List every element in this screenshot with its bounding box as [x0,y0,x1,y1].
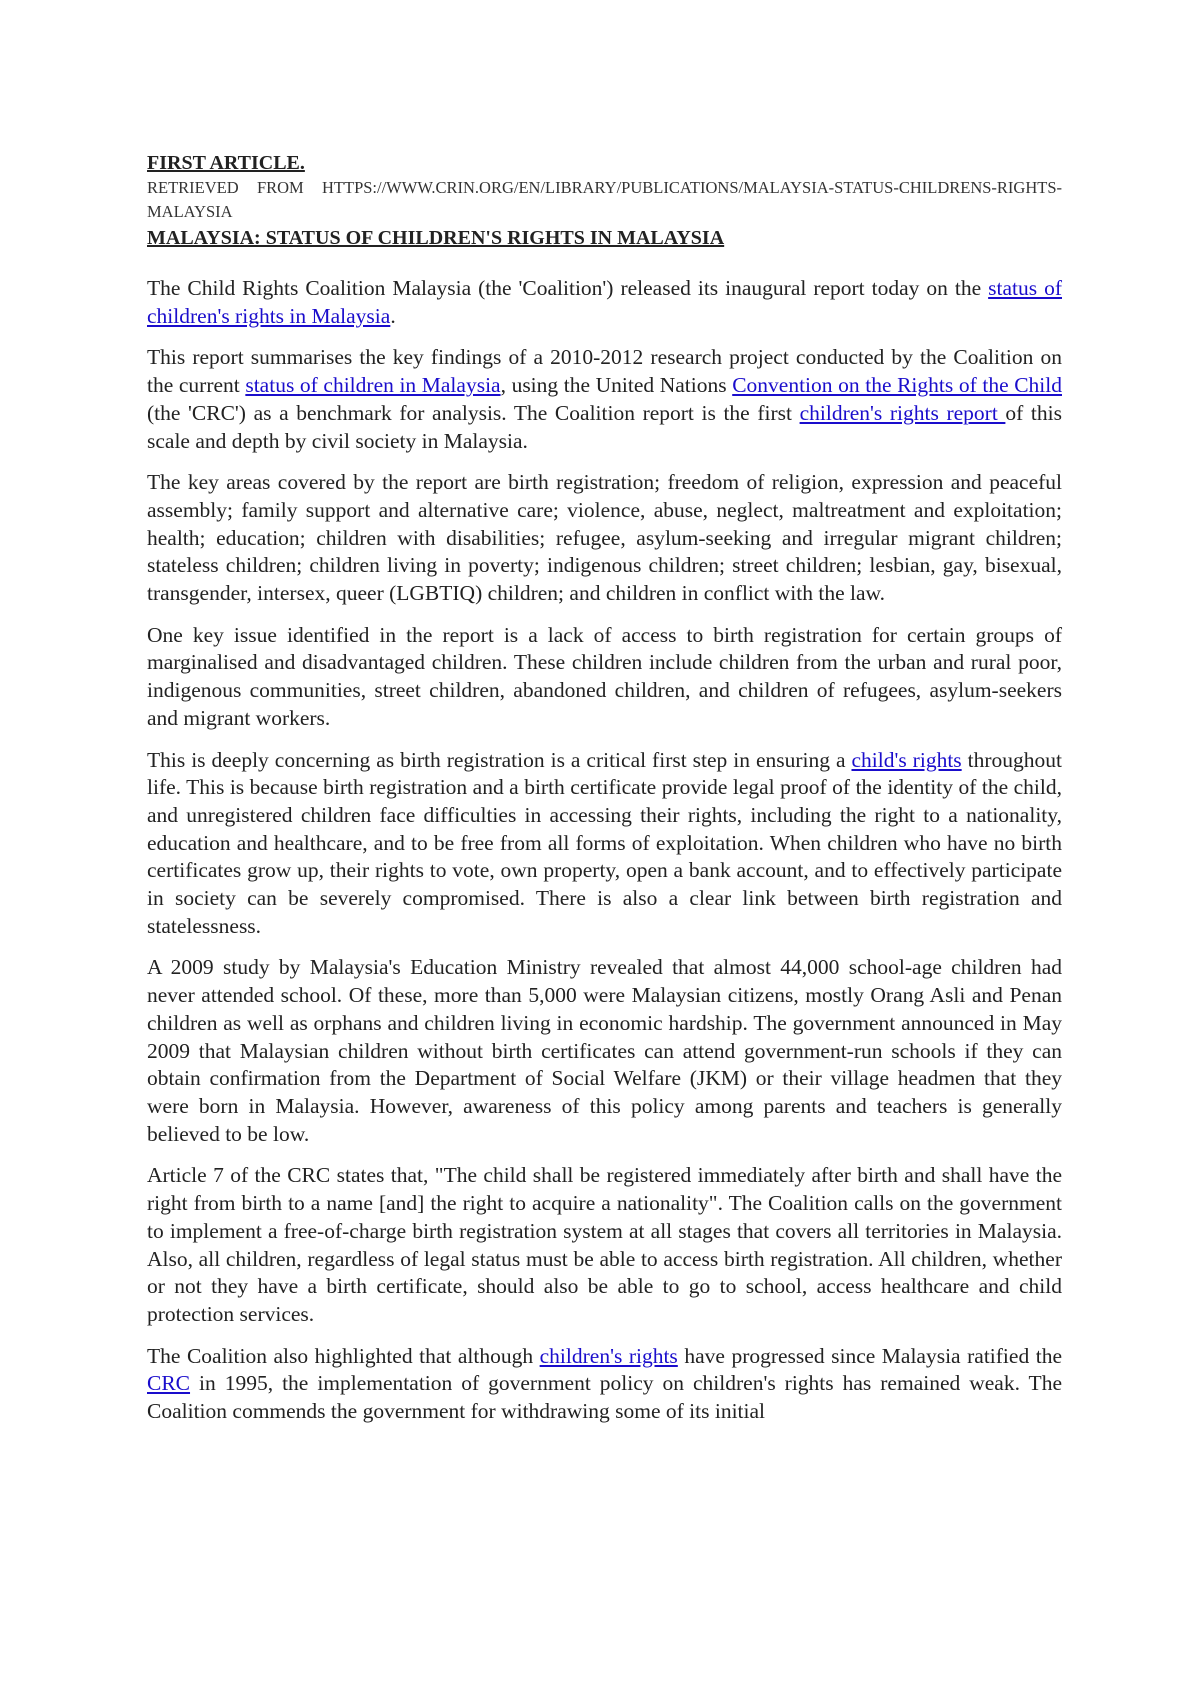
link-childrens-rights-report[interactable]: children's rights report [799,400,1006,425]
retrieved-from-line: RETRIEVED FROM HTTPS://WWW.CRIN.ORG/EN/LIBRARY/PUBLICATIONS/MALAYSIA-STATUS-CHILDRENS-RIGHTS-MALAYSIA [147,178,1062,221]
paragraph-6: A 2009 study by Malaysia's Education Ministry revealed that almost 44,000 school-age children had never attended school. Of these, more than 5,000 were Malaysian citizens, mostly Orang Asli and Penan children as well as orphans and children living in economic hardship. The government announced in May 2009 that Malaysian children without birth certificates can attend government-run schools if they can obtain confirmation from the Department of Social Welfare (JKM) or their village headmen that they were born in Malaysia. However, awareness of this policy among parents and teachers is generally believed to be low. [147,955,1062,1146]
paragraph-5-text-2: throughout life. This is because birth registration and a birth certificate provide legal proof of the identity of the child, and unregistered children face difficulties in accessing their rights, including the right to a nationality, education and healthcare, and to be free from all forms of exploitation. When children who have no birth certificates grow up, their rights to vote, own property, open a bank account, and to effectively participate in society can be severely compromised. There is also a clear link between birth registration and statelessness. [147,747,1062,938]
paragraph-8-text-3: in 1995, the implementation of government policy on children's rights has remained weak. The Coalition commends the government for withdrawing some of its initial [147,1371,1062,1424]
paragraph-2-text-3: (the 'CRC') as a benchmark for analysis. The Coalition report is the first [147,400,800,425]
paragraph-2-text-1: This report summarises the key findings of a 2010-2012 research project conducted by the Coalition on the current [147,345,1062,398]
link-childrens-rights[interactable]: children's rights [539,1343,678,1368]
paragraph-5 [147,747,1062,941]
link-status-of-childrens-rights[interactable]: status of children's rights in Malaysia [147,276,1062,328]
document-page [147,150,1062,1440]
paragraph-3: The key areas covered by the report are birth registration; freedom of religion, expression and peaceful assembly; family support and alternative care; violence, abuse, neglect, maltreatment and exploitation; health; education; children with disabilities; refugee, asylum-seeking and irregular migrant children; stateless children; children living in poverty; indigenous children; street children; lesbian, gay, bisexual, transgender, intersex, queer (LGBTIQ) children; and children in conflict with the law. [147,470,1062,606]
paragraph-7: Article 7 of the CRC states that, "The child shall be registered immediately after birth and shall have the right from birth to a name [and] the right to acquire a nationality". The Coalition calls on the government to implement a free-of-charge birth registration system at all stages that covers all territories in Malaysia. Also, all children, regardless of legal status must be able to access birth registration. All children, whether or not they have a birth certificate, should also be able to go to school, access healthcare and child protection services. [147,1163,1062,1326]
paragraph-2 [147,344,1062,455]
paragraph-1 [147,275,1062,330]
paragraph-2-text-4: of this scale and depth by civil society in Malaysia. [147,400,1062,453]
article-heading: FIRST ARTICLE. [147,152,305,174]
link-crc[interactable]: CRC [147,1371,191,1396]
paragraph-8 [147,1343,1062,1426]
link-convention-rights-child[interactable]: Convention on the Rights of the Child [732,373,1062,398]
link-status-of-children[interactable]: status of children in Malaysia [245,373,501,398]
paragraph-4: One key issue identified in the report is a lack of access to birth registration for certain groups of marginalised and disadvantaged children. These children include children from the urban and rural poor, indigenous communities, street children, abandoned children, and children of refugees, asylum-seekers and migrant workers. [147,622,1062,730]
paragraph-8-text-1: The Coalition also highlighted that although [147,1343,540,1368]
paragraph-1-text-1: The Child Rights Coalition Malaysia (the 'Coalition') released its inaugural report today on the [147,276,989,300]
link-childs-rights[interactable]: child's rights [851,747,962,772]
paragraph-8-text-2: have progressed since Malaysia ratified the [677,1343,1062,1368]
paragraph-2-text-2: , using the United Nations [500,373,733,398]
paragraph-5-text-1: This is deeply concerning as birth registration is a critical first step in ensuring a [147,747,852,772]
article-title: MALAYSIA: STATUS OF CHILDREN'S RIGHTS IN MALAYSIA [147,227,725,249]
paragraph-1-text-2: . [390,303,396,328]
